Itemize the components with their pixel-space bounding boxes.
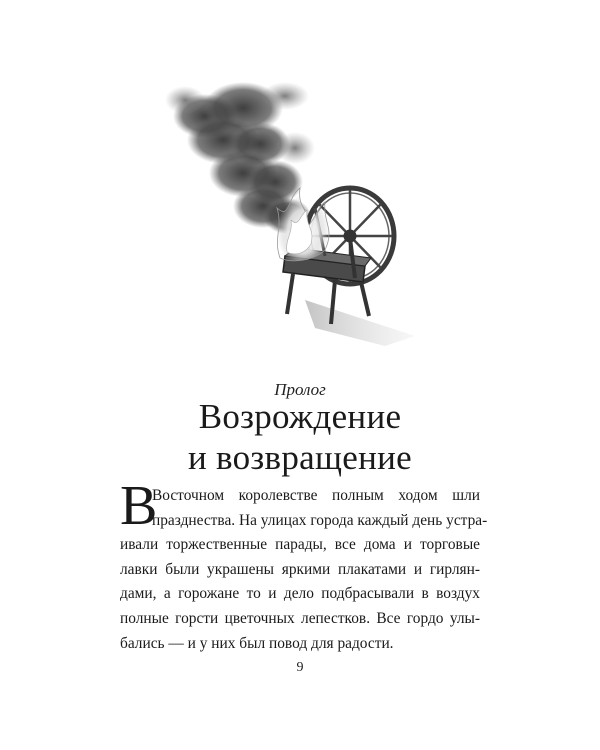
body-line: лавки были украшены яркими плакатами и гирлян- xyxy=(120,560,480,578)
body-line: бались — и у них был повод для радости. xyxy=(120,634,394,652)
chapter-title xyxy=(0,396,600,478)
drop-cap: В xyxy=(120,475,158,537)
body-line: Восточном королевстве полным ходом шли xyxy=(152,487,480,504)
body-line: празднества. На улицах города каждый день устра- xyxy=(152,511,488,529)
chapter-label: Пролог xyxy=(274,380,326,399)
page-number: 9 xyxy=(296,660,304,675)
ground-shadow xyxy=(305,300,415,346)
chapter-title-line-1: Возрождение xyxy=(198,397,402,436)
body-line: полные горсти цветочных лепестков. Все гордо улы- xyxy=(120,609,480,627)
chapter-title-line-2: и возвращение xyxy=(187,438,413,477)
body-line: ивали торжественные парады, все дома и торговые xyxy=(120,536,480,554)
body-line: дами, а горожане то и дело подбрасывали в воздух xyxy=(120,585,480,603)
body-paragraph xyxy=(120,484,488,656)
burning-spinning-wheel-illustration xyxy=(165,78,425,350)
